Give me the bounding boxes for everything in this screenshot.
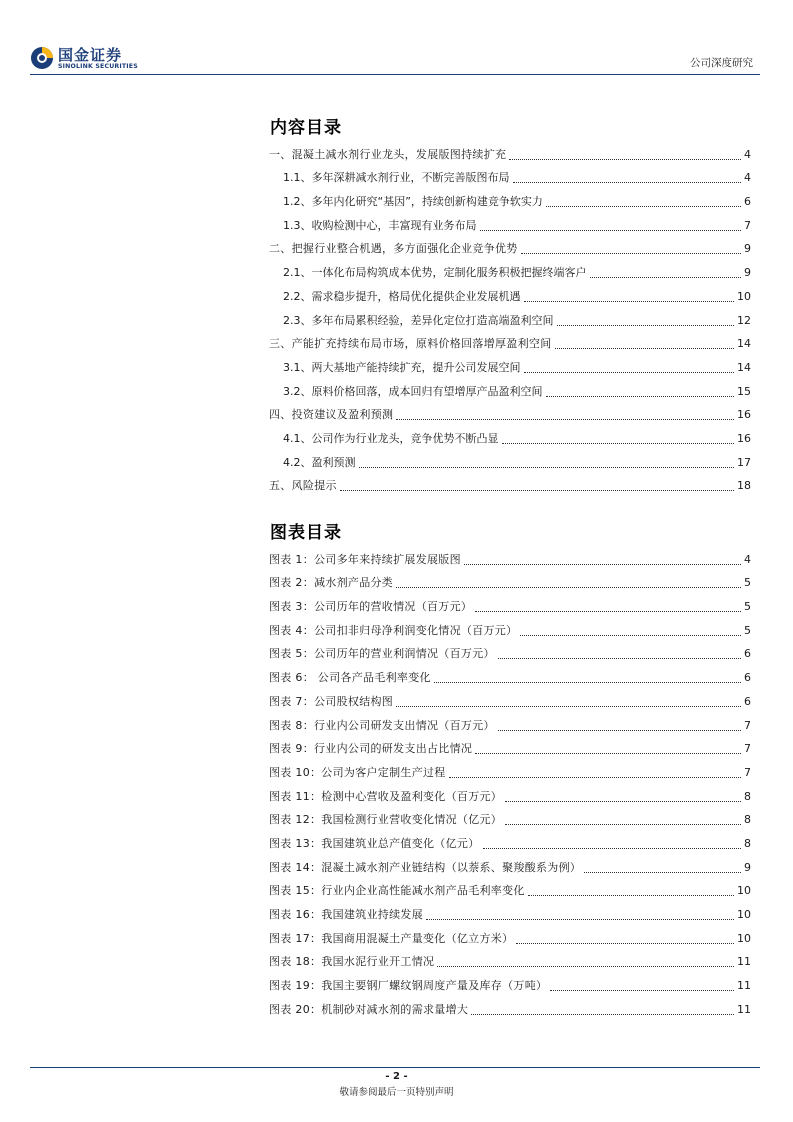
entry-page-number: 8 [744, 836, 751, 850]
dot-leader [434, 682, 741, 683]
dot-leader [449, 777, 741, 778]
entry-title: 图表 3：公司历年的营收情况（百万元） [269, 600, 473, 614]
figure-entry[interactable] [269, 782, 751, 806]
dot-leader [471, 1014, 734, 1015]
entry-page-number: 6 [744, 671, 751, 685]
dot-leader [498, 730, 741, 731]
entry-page-number: 8 [744, 789, 751, 803]
dot-leader [396, 587, 741, 588]
dot-leader [590, 277, 742, 278]
dot-leader [513, 182, 742, 183]
figure-entry[interactable] [269, 995, 751, 1019]
toc-entry[interactable] [269, 472, 751, 496]
figure-entry[interactable] [269, 971, 751, 995]
figure-entry[interactable] [269, 877, 751, 901]
entry-title: 2.2、需求稳步提升，格局优化提供企业发展机遇 [283, 289, 521, 303]
dot-leader [546, 396, 735, 397]
entry-title: 图表 1：公司多年来持续扩展发展版图 [269, 552, 461, 566]
entry-title: 图表 15：行业内企业高性能减水剂产品毛利率变化 [269, 884, 525, 898]
toc-entry[interactable] [269, 424, 751, 448]
entry-page-number: 7 [744, 718, 751, 732]
toc-entry[interactable] [269, 377, 751, 401]
figure-entry[interactable] [269, 569, 751, 593]
entry-title: 图表 12：我国检测行业营收变化情况（亿元） [269, 813, 503, 827]
page-header [0, 0, 793, 80]
toc-entry[interactable] [269, 211, 751, 235]
figure-entry[interactable] [269, 829, 751, 853]
entry-title: 4.1、公司作为行业龙头，竞争优势不断凸显 [283, 431, 499, 445]
dot-leader [505, 824, 741, 825]
header-divider [30, 74, 760, 75]
figure-entry[interactable] [269, 758, 751, 782]
disclaimer-note: 敬请参阅最后一页特别声明 [339, 1087, 454, 1098]
entry-page-number: 10 [737, 931, 751, 945]
toc-entry[interactable] [269, 187, 751, 211]
figure-entry[interactable] [269, 640, 751, 664]
dot-leader [498, 658, 741, 659]
dot-leader [557, 325, 735, 326]
footer-divider [30, 1067, 760, 1068]
entry-title: 2.1、一体化布局构筑成本优势，定制化服务积极把握终端客户 [283, 266, 587, 280]
entry-page-number: 9 [744, 266, 751, 280]
entry-title: 3.1、两大基地产能持续扩充，提升公司发展空间 [283, 360, 521, 374]
dot-leader [520, 635, 741, 636]
toc-entry[interactable] [269, 258, 751, 282]
figure-entry[interactable] [269, 735, 751, 759]
dot-leader [437, 966, 734, 967]
toc-entry[interactable] [269, 330, 751, 354]
dot-leader [521, 253, 741, 254]
figure-entry[interactable] [269, 687, 751, 711]
entry-title: 图表 17：我国商用混凝土产量变化（亿立方米） [269, 931, 514, 945]
entry-page-number: 14 [737, 360, 751, 374]
entry-page-number: 6 [744, 195, 751, 209]
entry-title: 1.2、多年内化研究“基因”，持续创新构建竞争软实力 [283, 195, 543, 209]
entry-title: 图表 10：公司为客户定制生产过程 [269, 765, 446, 779]
entry-title: 图表 16：我国建筑业持续发展 [269, 908, 423, 921]
logo-english-name: SINOLINK SECURITIES [58, 63, 138, 70]
entry-title: 一、混凝土减水剂行业龙头，发展版图持续扩充 [269, 147, 507, 161]
figure-entry[interactable] [269, 663, 751, 687]
contents-list [269, 140, 751, 495]
toc-entry[interactable] [269, 448, 751, 472]
dot-leader [480, 230, 742, 231]
entry-page-number: 5 [744, 576, 751, 590]
figure-entry[interactable] [269, 900, 751, 924]
dot-leader [340, 490, 734, 491]
toc-entry[interactable] [269, 401, 751, 425]
entry-title: 图表 4：公司扣非归母净利润变化情况（百万元） [269, 623, 518, 637]
entry-title: 图表 8：行业内公司研发支出情况（百万元） [269, 718, 495, 732]
entry-page-number: 12 [737, 313, 751, 327]
report-type: 公司深度研究 [690, 57, 753, 69]
toc-entry[interactable] [269, 235, 751, 259]
entry-page-number: 9 [744, 860, 751, 874]
entry-page-number: 5 [744, 600, 751, 614]
company-logo [30, 46, 150, 74]
toc-entry[interactable] [269, 164, 751, 188]
entry-page-number: 4 [744, 552, 751, 566]
dot-leader [483, 848, 742, 849]
entry-page-number: 9 [744, 242, 751, 256]
page-number: - 2 - [385, 1071, 408, 1082]
entry-page-number: 17 [737, 455, 751, 469]
entry-page-number: 5 [744, 623, 751, 637]
entry-title: 1.3、收购检测中心，丰富现有业务布局 [283, 218, 477, 232]
entry-title: 二、把握行业整合机遇，多方面强化企业竞争优势 [269, 242, 518, 256]
entry-page-number: 7 [744, 742, 751, 756]
entry-title: 四、投资建议及盈利预测 [269, 408, 394, 422]
dot-leader [502, 443, 735, 444]
entry-title: 图表 20：机制砂对减水剂的需求量增大 [269, 1002, 469, 1016]
dot-leader [396, 419, 734, 420]
entry-page-number: 10 [737, 908, 751, 921]
entry-title: 图表 19：我国主要钢厂螺纹钢周度产量及库存（万吨） [269, 979, 548, 993]
entry-title: 2.3、多年布局累积经验，差异化定位打造高端盈利空间 [283, 313, 554, 327]
contents-title: 内容目录 [270, 118, 342, 138]
dot-leader [464, 564, 741, 565]
figures-title: 图表目录 [270, 523, 342, 543]
figure-entry[interactable] [269, 711, 751, 735]
dot-leader [475, 611, 741, 612]
entry-title: 3.2、原料价格回落，成本回归有望增厚产品盈利空间 [283, 384, 543, 398]
entry-title: 1.1、多年深耕减水剂行业，不断完善版图布局 [283, 171, 510, 185]
dot-leader [359, 467, 735, 468]
entry-title: 三、产能扩充持续布局市场，原料价格回落增厚盈利空间 [269, 337, 552, 351]
logo-chinese-name: 国金证券 [58, 46, 123, 64]
entry-title: 图表 5：公司历年的营业利润情况（百万元） [269, 647, 495, 661]
dot-leader [528, 895, 734, 896]
entry-page-number: 4 [744, 171, 751, 185]
figure-entry[interactable] [269, 616, 751, 640]
entry-page-number: 16 [737, 431, 751, 445]
entry-title: 图表 6： 公司各产品毛利率变化 [269, 671, 431, 685]
entry-title: 五、风险提示 [269, 479, 337, 493]
entry-title: 图表 14：混凝土减水剂产业链结构（以萘系、聚羧酸系为例） [269, 860, 582, 874]
entry-title: 图表 9：行业内公司的研发支出占比情况 [269, 742, 473, 756]
entry-title: 图表 11：检测中心营收及盈利变化（百万元） [269, 789, 503, 803]
dot-leader [524, 372, 735, 373]
dot-leader [524, 301, 735, 302]
sinolink-logo-icon [30, 46, 54, 70]
figure-entry[interactable] [269, 545, 751, 569]
toc-entry[interactable] [269, 353, 751, 377]
entry-page-number: 7 [744, 765, 751, 779]
entry-page-number: 6 [744, 647, 751, 661]
dot-leader [505, 801, 741, 802]
dot-leader [584, 872, 741, 873]
figure-entry[interactable] [269, 853, 751, 877]
dot-leader [546, 206, 741, 207]
entry-title: 4.2、盈利预测 [283, 455, 356, 469]
toc-entry[interactable] [269, 140, 751, 164]
entry-page-number: 11 [737, 955, 751, 969]
figure-entry[interactable] [269, 924, 751, 948]
dot-leader [550, 990, 734, 991]
entry-page-number: 7 [744, 218, 751, 232]
entry-page-number: 10 [737, 884, 751, 898]
entry-page-number: 15 [737, 384, 751, 398]
entry-page-number: 16 [737, 408, 751, 422]
figure-entry[interactable] [269, 806, 751, 830]
dot-leader [396, 706, 741, 707]
entry-page-number: 8 [744, 813, 751, 827]
entry-title: 图表 2：减水剂产品分类 [269, 576, 394, 590]
figure-entry[interactable] [269, 592, 751, 616]
dot-leader [516, 943, 734, 944]
entry-title: 图表 18：我国水泥行业开工情况 [269, 955, 435, 969]
entry-page-number: 4 [744, 147, 751, 161]
entry-title: 图表 13：我国建筑业总产值变化（亿元） [269, 836, 480, 850]
entry-page-number: 18 [737, 479, 751, 493]
toc-entry[interactable] [269, 282, 751, 306]
entry-page-number: 11 [737, 1002, 751, 1016]
dot-leader [509, 159, 741, 160]
figures-list [269, 545, 751, 1019]
dot-leader [555, 348, 735, 349]
figure-entry[interactable] [269, 948, 751, 972]
entry-title: 图表 7：公司股权结构图 [269, 694, 394, 708]
dot-leader [475, 753, 741, 754]
entry-page-number: 14 [737, 337, 751, 351]
dot-leader [426, 919, 734, 920]
entry-page-number: 6 [744, 694, 751, 708]
entry-page-number: 11 [737, 979, 751, 993]
toc-entry[interactable] [269, 306, 751, 330]
entry-page-number: 10 [737, 289, 751, 303]
